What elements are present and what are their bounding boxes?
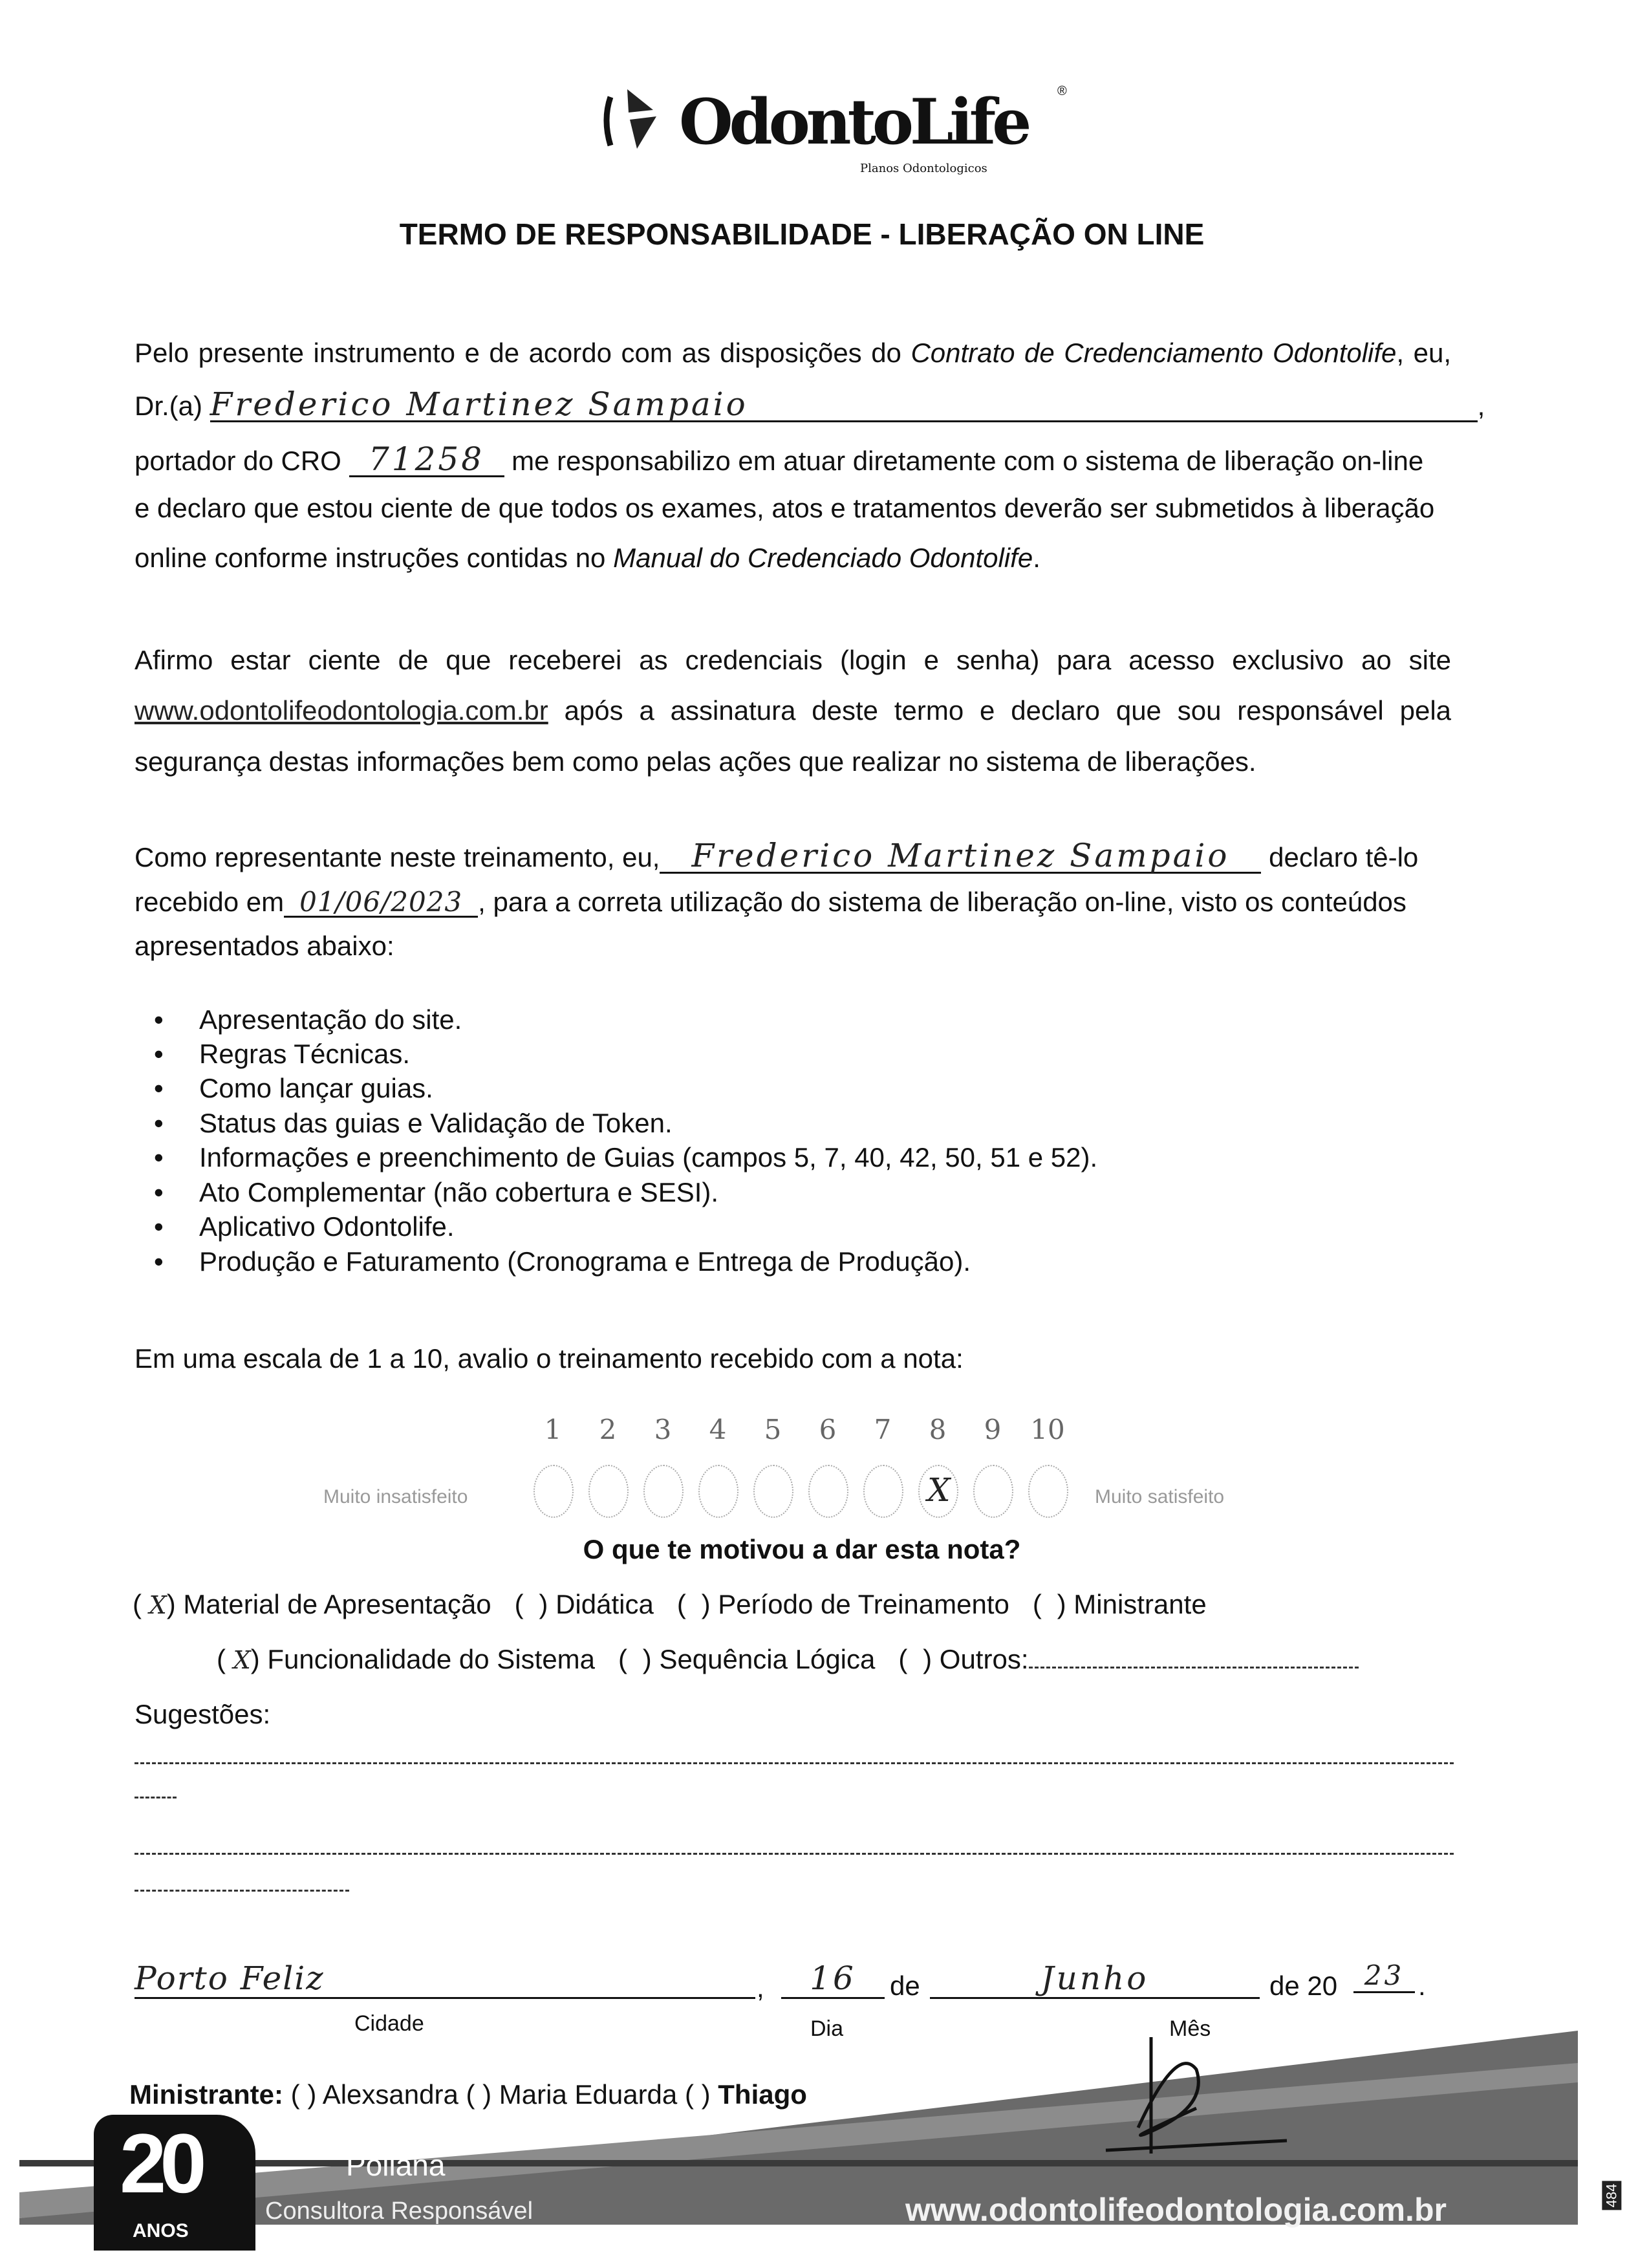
- rating-option-1[interactable]: [534, 1465, 574, 1518]
- consultant-role: Consultora Responsável: [265, 2198, 534, 2225]
- ministrante-line: Ministrante: ( ) Alexsandra ( ) Maria Eduarda ( ) Thiago: [129, 2079, 807, 2110]
- option-label: Ministrante: [1073, 1589, 1207, 1619]
- check-mark: [635, 1646, 643, 1674]
- checkbox[interactable]: ( ): [898, 1644, 940, 1674]
- doctor-name-field[interactable]: Frederico Martinez Sampaio: [210, 388, 1478, 422]
- year-field[interactable]: 23: [1353, 1960, 1415, 1993]
- place-date-line: [135, 1960, 1460, 2041]
- suggestions-label: Sugestões:: [135, 1699, 271, 1729]
- badge-number: 20: [120, 2116, 200, 2210]
- rating-option-7[interactable]: [863, 1465, 903, 1518]
- rating-scale-options: [534, 1465, 1116, 1523]
- para3-text: Como representante neste treinamento, eu,: [135, 842, 660, 872]
- rating-option-5[interactable]: [753, 1465, 793, 1518]
- scale-number: 2: [599, 1414, 617, 1445]
- de-year-label: de 20: [1269, 1971, 1338, 2001]
- para1-line5: [135, 545, 1040, 572]
- scale-number: 9: [984, 1414, 1002, 1445]
- suggestions-line[interactable]: [135, 1853, 1454, 1855]
- signature: [1099, 2031, 1293, 2160]
- option-label: Funcionalidade do Sistema: [267, 1644, 596, 1674]
- check-mark: [693, 1591, 701, 1619]
- comma: ,: [757, 1972, 764, 2003]
- check-mark: [915, 1646, 923, 1674]
- motivation-option[interactable]: [677, 1589, 1009, 1619]
- para1-line1: [135, 340, 1451, 367]
- high-label: Muito satisfeito: [1095, 1486, 1225, 1507]
- doctor-line: [135, 385, 1485, 423]
- para1-text: , eu,: [1396, 338, 1451, 368]
- low-label: Muito insatisfeito: [323, 1486, 468, 1507]
- month-field[interactable]: Junho: [930, 1960, 1260, 1999]
- motivation-title: O que te motivou a dar esta nota?: [583, 1534, 1021, 1564]
- para3-text: recebido em: [135, 887, 285, 917]
- para2-line2: [135, 697, 1451, 724]
- option-label: Período de Treinamento: [718, 1589, 1009, 1619]
- logo: [582, 71, 1073, 175]
- selected-mark: X: [927, 1471, 953, 1509]
- checkbox[interactable]: ( ): [618, 1644, 660, 1674]
- check-mark: X: [149, 1591, 167, 1619]
- motivation-option[interactable]: [1033, 1589, 1207, 1619]
- other-field[interactable]: [1029, 1667, 1359, 1669]
- suggestions-line[interactable]: [135, 1797, 177, 1798]
- para3-line1: [135, 839, 1418, 874]
- option-label: Didática: [555, 1589, 654, 1619]
- motivation-option[interactable]: [618, 1644, 875, 1674]
- motivation-row-1: [133, 1591, 1230, 1618]
- ministrante-option[interactable]: Maria Eduarda: [499, 2079, 678, 2110]
- para1-text: me responsabilizo em atuar diretamente com o sistema de liberação on-line: [512, 446, 1424, 476]
- ministrante-label: Ministrante:: [129, 2079, 284, 2110]
- check-mark: [531, 1591, 539, 1619]
- manual-name: Manual do Credenciado Odontolife: [613, 543, 1033, 573]
- logo-registered: ®: [1057, 84, 1067, 98]
- motivation-option[interactable]: [898, 1644, 1358, 1674]
- city-label: Cidade: [354, 2011, 424, 2036]
- de-label: de: [890, 1971, 920, 2001]
- list-item: • Aplicativo Odontolife.: [199, 1213, 455, 1240]
- list-item: • Produção e Faturamento (Cronograma e Entrega de Produção).: [199, 1248, 971, 1275]
- logo-brand: OdontoLife: [679, 85, 1028, 158]
- check-mark: [1050, 1591, 1057, 1619]
- list-item: • Regras Técnicas.: [199, 1041, 410, 1068]
- suggestions-line[interactable]: [135, 1762, 1454, 1764]
- motivation-row-2: [217, 1646, 1382, 1673]
- scale-number: 5: [764, 1414, 782, 1445]
- training-date-field[interactable]: 01/06/2023: [284, 889, 478, 918]
- para1-line4: e declaro que estou ciente de que todos os exames, atos e tratamentos deverão ser submetidos à liberação: [135, 493, 1435, 523]
- list-item: • Status das guias e Validação de Token.: [199, 1110, 673, 1137]
- rating-option-3[interactable]: [643, 1465, 684, 1518]
- para1-text: online conforme instruções contidas no: [135, 543, 606, 573]
- scale-number: 7: [874, 1414, 892, 1445]
- cro-label: portador do CRO: [135, 446, 341, 476]
- checkbox[interactable]: ( ): [676, 1589, 718, 1619]
- page-title: TERMO DE RESPONSABILIDADE - LIBERAÇÃO ON LINE: [399, 217, 1205, 251]
- consultant-name: Poliana: [346, 2148, 446, 2182]
- period: .: [1418, 1971, 1426, 2001]
- cro-line: [135, 440, 1424, 478]
- para3-text: , para a correta utilização do sistema de liberação on-line, visto os conteúdos: [478, 887, 1406, 917]
- scale-number: 4: [709, 1414, 727, 1445]
- badge-word: ANOS: [133, 2220, 189, 2241]
- motivation-option[interactable]: [133, 1589, 491, 1619]
- cro-field[interactable]: 71258: [349, 443, 504, 477]
- logo-tooth-icon: [601, 84, 673, 155]
- para3-text: declaro tê-lo: [1269, 842, 1419, 872]
- website-link[interactable]: www.odontolifeodontologia.com.br: [135, 695, 548, 726]
- rating-option-6[interactable]: [808, 1465, 848, 1518]
- motivation-option[interactable]: [515, 1589, 654, 1619]
- contract-name: Contrato de Credenciamento Odontolife: [911, 338, 1397, 368]
- list-item: • Como lançar guias.: [199, 1075, 433, 1102]
- para3-line3: apresentados abaixo:: [135, 931, 394, 961]
- dr-label: Dr.(a): [135, 391, 202, 421]
- scale-number: 10: [1030, 1414, 1065, 1445]
- comma: ,: [1477, 391, 1485, 421]
- ministrante-option[interactable]: Alexsandra: [322, 2079, 458, 2110]
- scale-number: 8: [929, 1414, 947, 1445]
- day-label: Dia: [810, 2016, 844, 2041]
- scale-number: 6: [819, 1414, 837, 1445]
- rating-option-10[interactable]: [1028, 1465, 1068, 1518]
- anniversary-badge: [94, 2115, 255, 2251]
- list-item: • Ato Complementar (não cobertura e SESI).: [199, 1179, 718, 1206]
- scale-number: 1: [544, 1414, 562, 1445]
- representative-name-field[interactable]: Frederico Martinez Sampaio: [660, 839, 1261, 874]
- option-label: Sequência Lógica: [659, 1644, 876, 1674]
- option-label: Outros:: [939, 1644, 1029, 1674]
- rating-option-4[interactable]: [698, 1465, 738, 1518]
- footer-website[interactable]: www.odontolifeodontologia.com.br: [905, 2192, 1447, 2228]
- month-label: Mês: [1169, 2016, 1211, 2041]
- checkbox[interactable]: ( ): [514, 1589, 556, 1619]
- checkbox[interactable]: ( X): [217, 1644, 268, 1674]
- check-mark: X: [233, 1646, 251, 1674]
- para2-line3: segurança destas informações bem como pelas ações que realizar no sistema de liberações.: [135, 746, 1256, 777]
- rating-option-8[interactable]: [918, 1465, 958, 1518]
- rating-option-2[interactable]: [588, 1465, 629, 1518]
- para1-text: Pelo presente instrumento e de acordo com as disposições do: [135, 338, 901, 368]
- city-field[interactable]: Porto Feliz: [135, 1960, 755, 1999]
- logo-tagline: Planos Odontologicos: [860, 162, 987, 175]
- para3-line2: [135, 886, 1406, 918]
- day-field[interactable]: 16: [781, 1960, 885, 1999]
- motivation-option[interactable]: [217, 1644, 595, 1674]
- suggestions-line[interactable]: [135, 1890, 349, 1892]
- para2-line1: Afirmo estar ciente de que receberei as credenciais (login e senha) para acesso exclusivo ao site: [135, 645, 1451, 675]
- option-label: Material de Apresentação: [183, 1589, 491, 1619]
- rating-option-9[interactable]: [973, 1465, 1013, 1518]
- rating-question: Em uma escala de 1 a 10, avalio o treinamento recebido com a nota:: [135, 1343, 964, 1374]
- rating-scale-numbers: [534, 1414, 1116, 1446]
- list-item: • Informações e preenchimento de Guias (campos 5, 7, 40, 42, 50, 51 e 52).: [199, 1144, 1097, 1171]
- ministrante-option[interactable]: Thiago: [718, 2079, 807, 2110]
- list-item: • Apresentação do site.: [199, 1006, 462, 1033]
- checkbox[interactable]: ( X): [133, 1589, 184, 1619]
- para2-text: após a assinatura deste termo e declaro que sou responsável pela: [564, 695, 1452, 726]
- para1-text: .: [1033, 543, 1040, 573]
- checkbox[interactable]: ( ): [1032, 1589, 1074, 1619]
- scale-number: 3: [654, 1414, 672, 1445]
- side-code: 484: [1602, 2181, 1621, 2210]
